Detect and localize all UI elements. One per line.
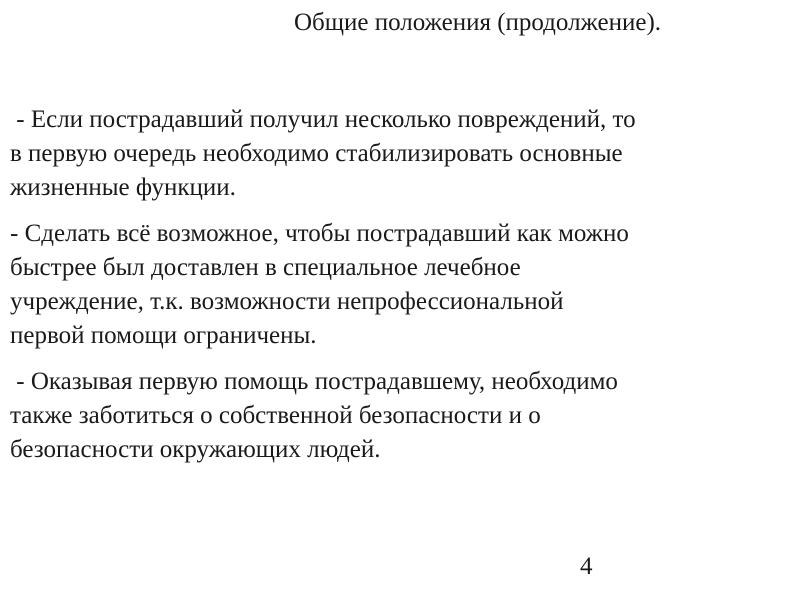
paragraph-line: - Сделать всё возможное, чтобы пострадавший как можно <box>10 220 629 247</box>
paragraph-line: жизненные функции. <box>10 174 236 201</box>
paragraph-line: учреждение, т.к. возможности непрофессиональной <box>10 288 564 315</box>
slide-body <box>10 103 790 479</box>
paragraph-line: первой помощи ограничены. <box>10 322 317 349</box>
paragraph-line: в первую очередь необходимо стабилизировать основные <box>10 140 623 167</box>
page-number: 4 <box>580 553 593 580</box>
paragraph-line: быстрее был доставлен в специальное лечебное <box>10 254 521 281</box>
paragraph-line: - Оказывая первую помощь пострадавшему, необходимо <box>10 368 618 395</box>
paragraph-transport <box>10 217 790 353</box>
paragraph-line: - Если пострадавший получил несколько повреждений, то <box>10 106 636 133</box>
paragraph-line: также заботиться о собственной безопасности и о <box>10 402 541 429</box>
paragraph-multiple-injuries <box>10 103 790 205</box>
slide-title: Общие положения (продолжение). <box>294 9 662 36</box>
paragraph-line: безопасности окружающих людей. <box>10 436 381 463</box>
paragraph-safety <box>10 365 790 467</box>
